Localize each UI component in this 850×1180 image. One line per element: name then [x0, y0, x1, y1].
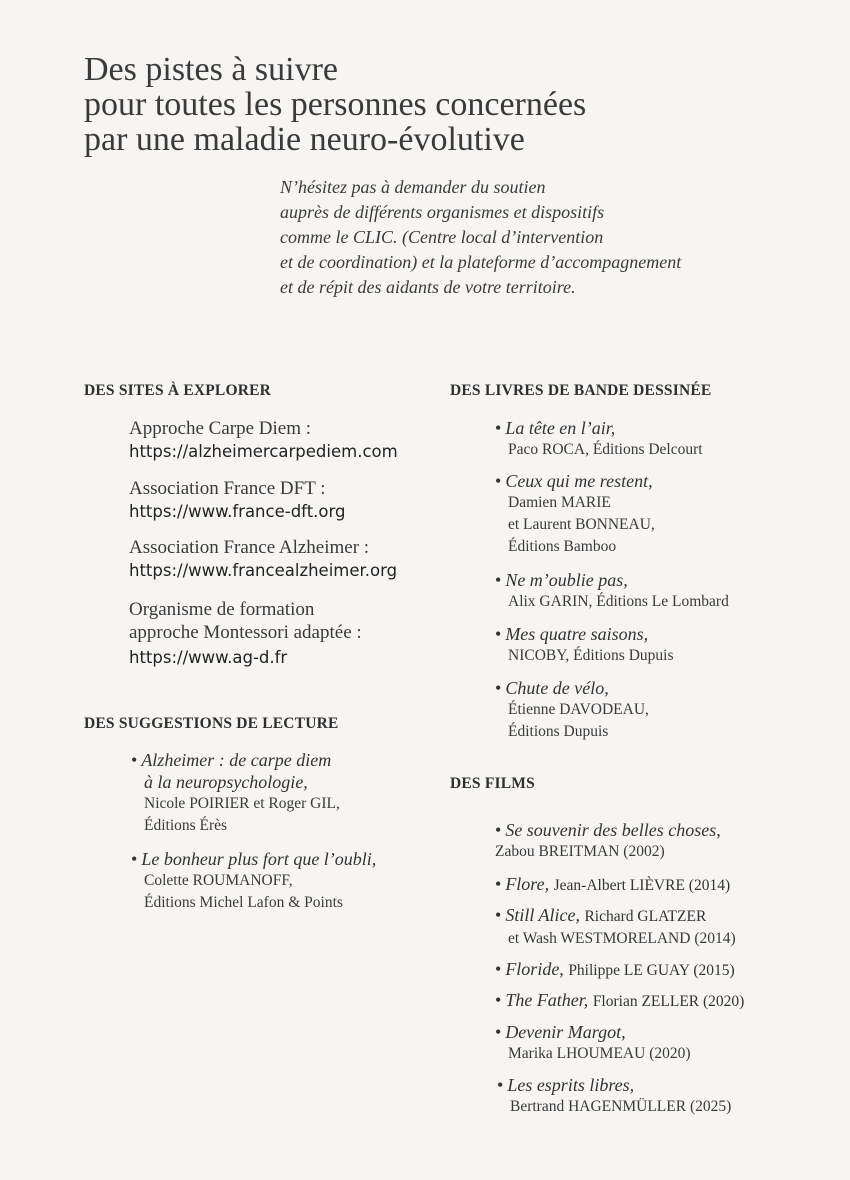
title-line-2: pour toutes les personnes concernées: [84, 86, 587, 123]
bullet-icon: •: [497, 1075, 504, 1095]
film-director: Philippe LE GUAY (2015): [568, 962, 735, 979]
intro-paragraph: [280, 175, 681, 300]
book-title: Le bonheur plus fort que l’oubli,: [141, 849, 377, 869]
bd-author: NICOBY, Éditions Dupuis: [508, 647, 674, 664]
bd-author: Étienne DAVODEAU,: [508, 701, 649, 718]
title-line-1: Des pistes à suivre: [84, 51, 339, 88]
site-montessori: [129, 598, 362, 669]
film-title: Floride,: [505, 959, 564, 979]
film-item: [495, 904, 736, 950]
bd-publisher: Éditions Bamboo: [508, 538, 617, 555]
film-item: [497, 1074, 731, 1118]
book-author: Nicole POIRIER et Roger GIL,: [144, 795, 340, 812]
bullet-icon: •: [495, 418, 502, 438]
site-name-line-2: approche Montessori adaptée :: [129, 622, 362, 643]
bullet-icon: •: [495, 905, 502, 925]
bullet-icon: •: [131, 849, 138, 869]
bullet-icon: •: [495, 990, 502, 1010]
film-item: [495, 958, 735, 982]
bullet-icon: •: [495, 820, 502, 840]
bd-title: Ceux qui me restent,: [505, 471, 653, 491]
film-item: [495, 873, 730, 897]
film-director: Marika LHOUMEAU (2020): [508, 1045, 691, 1062]
film-item: [495, 1021, 691, 1065]
bd-item: [495, 623, 674, 667]
bd-item: [495, 677, 649, 743]
intro-line-2: auprès de différents organismes et dispositifs: [280, 202, 605, 222]
bd-title: La tête en l’air,: [505, 418, 616, 438]
sites-heading: DES SITES À EXPLORER: [84, 382, 272, 399]
intro-line-4: et de coordination) et la plateforme d’accompagnement: [280, 252, 682, 272]
bd-publisher: Éditions Dupuis: [508, 723, 609, 740]
film-title: Les esprits libres,: [507, 1075, 635, 1095]
bd-title: Mes quatre saisons,: [505, 624, 649, 644]
bullet-icon: •: [495, 624, 502, 644]
lecture-heading: DES SUGGESTIONS DE LECTURE: [84, 715, 339, 732]
film-title: Flore,: [505, 874, 550, 894]
bd-author: Damien MARIE: [508, 494, 611, 511]
lecture-item: [131, 749, 340, 837]
film-item: [495, 819, 721, 863]
bd-author: Alix GARIN, Éditions Le Lombard: [508, 593, 729, 610]
bullet-icon: •: [131, 750, 138, 770]
book-title-line-2: à la neuropsychologie,: [144, 772, 308, 792]
intro-line-3: comme le CLIC. (Centre local d’intervention: [280, 227, 604, 247]
film-title: Devenir Margot,: [505, 1022, 626, 1042]
bd-item: [495, 470, 655, 558]
film-title: The Father,: [505, 990, 589, 1010]
bullet-icon: •: [495, 874, 502, 894]
site-url-link[interactable]: https://www.ag-d.fr: [129, 648, 288, 667]
bd-heading: DES LIVRES DE BANDE DESSINÉE: [450, 382, 712, 399]
bd-title: Chute de vélo,: [505, 678, 609, 698]
site-name: Association France DFT :: [129, 478, 326, 499]
book-author: Colette ROUMANOFF,: [144, 872, 293, 889]
title-line-3: par une maladie neuro-évolutive: [84, 121, 525, 158]
site-name: Association France Alzheimer :: [129, 537, 370, 558]
book-publisher: Éditions Érès: [144, 817, 228, 834]
film-director: Richard GLATZER: [584, 908, 707, 925]
film-director-line-2: et Wash WESTMORELAND (2014): [508, 930, 736, 947]
intro-line-5: et de répit des aidants de votre territoire.: [280, 277, 576, 297]
bullet-icon: •: [495, 570, 502, 590]
site-name: Organisme de formation: [129, 599, 315, 620]
site-url-link[interactable]: https://alzheimercarpediem.com: [129, 442, 398, 461]
bd-author: Paco ROCA, Éditions Delcourt: [508, 441, 703, 458]
bd-author-line-2: et Laurent BONNEAU,: [508, 516, 655, 533]
site-url-link[interactable]: https://www.france-dft.org: [129, 502, 346, 521]
bullet-icon: •: [495, 678, 502, 698]
site-france-dft: [129, 477, 345, 523]
film-title: Se souvenir des belles choses,: [505, 820, 721, 840]
bullet-icon: •: [495, 959, 502, 979]
bd-item: [495, 569, 729, 613]
film-director: Florian ZELLER (2020): [592, 993, 745, 1010]
film-item: [495, 989, 744, 1013]
lecture-item: [131, 848, 376, 914]
film-director: Zabou BREITMAN (2002): [495, 843, 665, 860]
bullet-icon: •: [495, 471, 502, 491]
film-title: Still Alice,: [505, 905, 580, 925]
site-name: Approche Carpe Diem :: [129, 418, 312, 439]
site-france-alzheimer: [129, 536, 397, 582]
film-director: Bertrand HAGENMÜLLER (2025): [510, 1098, 732, 1115]
site-url-link[interactable]: https://www.francealzheimer.org: [129, 561, 398, 580]
book-publisher: Éditions Michel Lafon & Points: [144, 894, 343, 911]
intro-line-1: N’hésitez pas à demander du soutien: [280, 177, 546, 197]
site-carpe-diem: [129, 417, 398, 463]
bd-title: Ne m’oublie pas,: [505, 570, 628, 590]
film-director: Jean-Albert LIÈVRE (2014): [553, 877, 731, 894]
page-title: [84, 52, 586, 157]
book-title: Alzheimer : de carpe diem: [141, 750, 332, 770]
films-heading: DES FILMS: [450, 775, 535, 792]
bd-item: [495, 417, 703, 461]
bullet-icon: •: [495, 1022, 502, 1042]
